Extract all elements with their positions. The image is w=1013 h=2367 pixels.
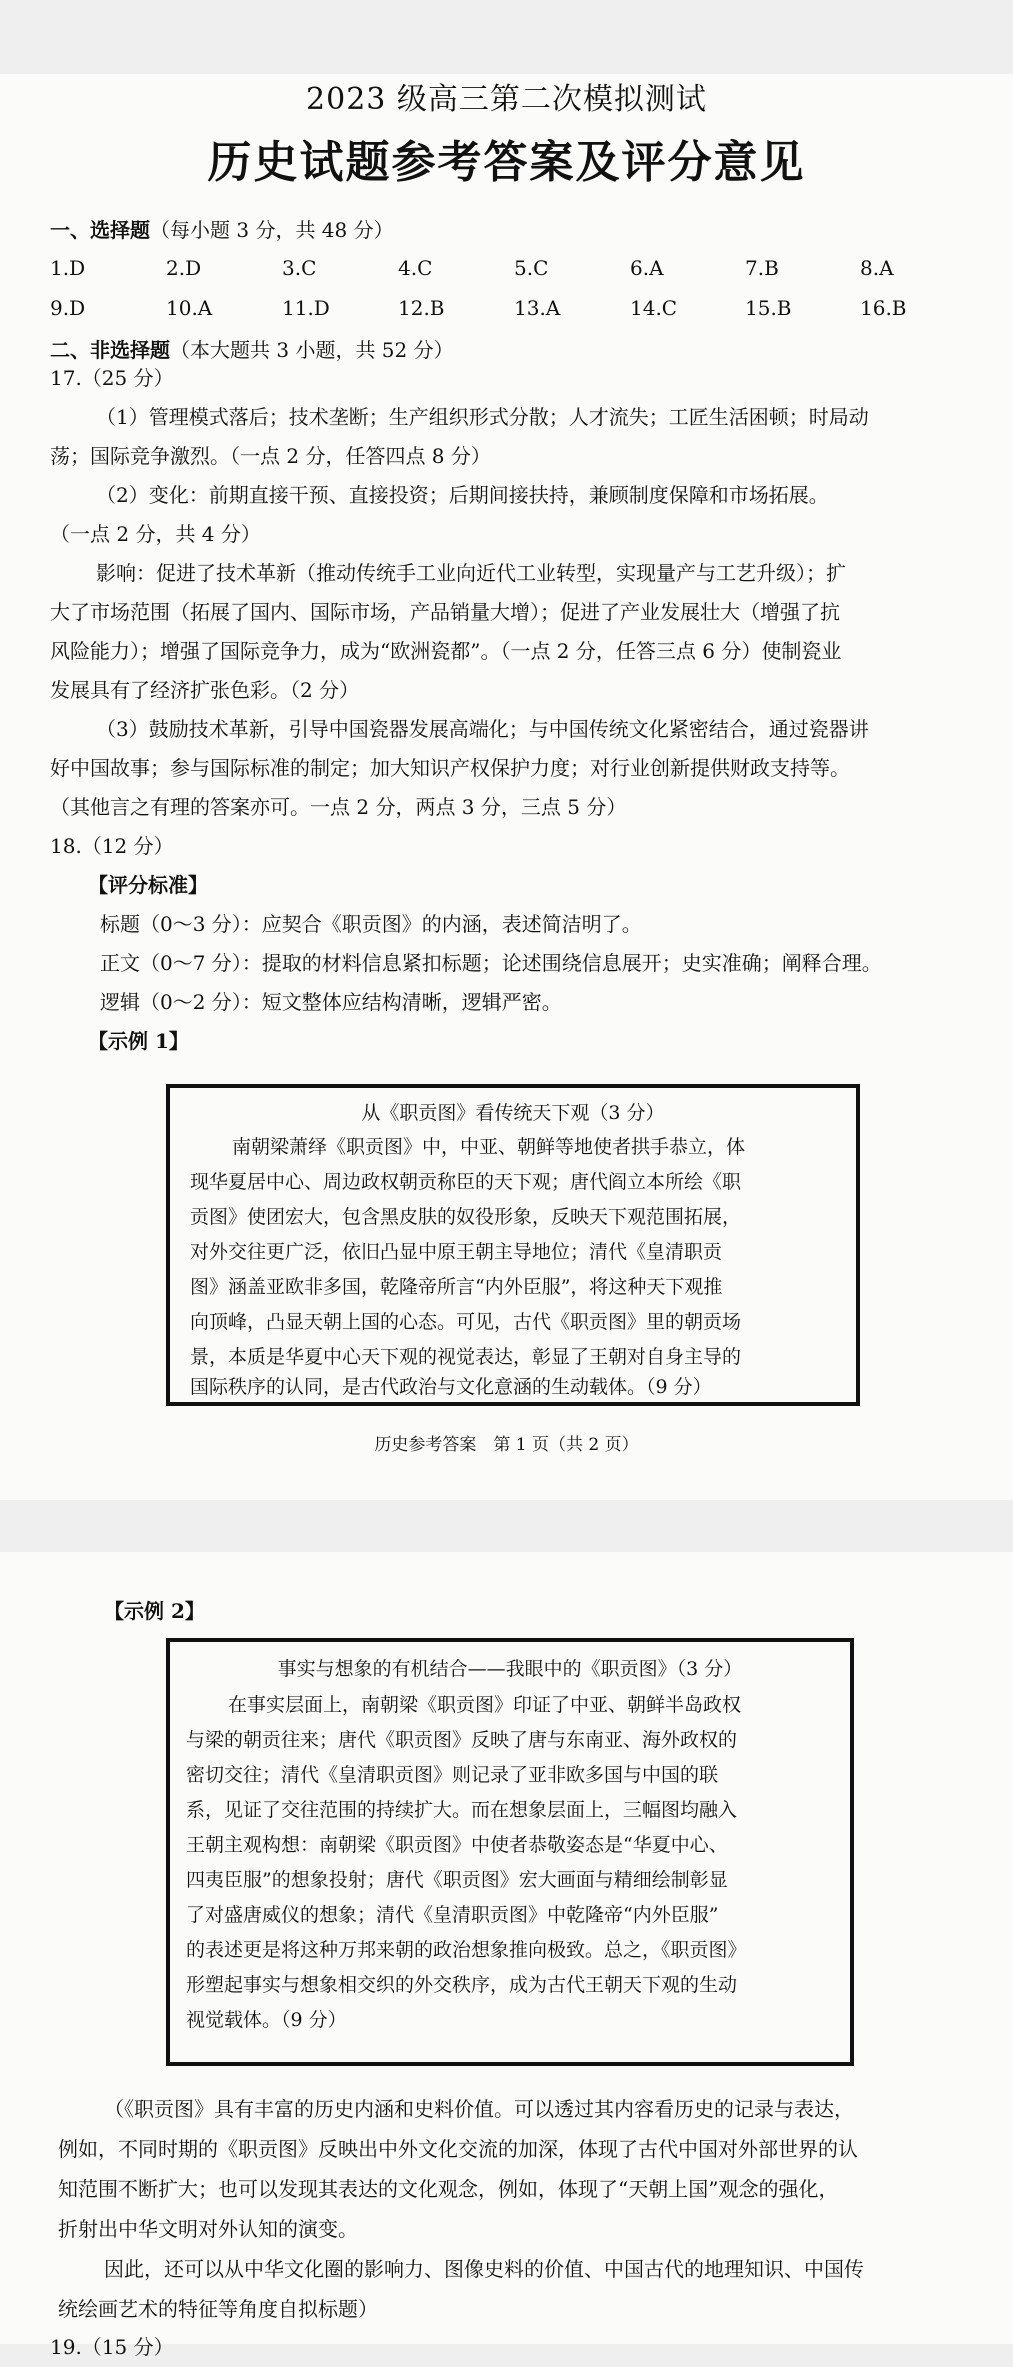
choice-answer: 6.A [630, 256, 664, 280]
example1-title: 【示例 1】 [88, 1029, 189, 1053]
commentary-line: （《职贡图》具有丰富的历史内涵和史料价值。可以透过其内容看历史的记录与表达， [104, 2097, 854, 2121]
q19-head: 19.（15 分） [50, 2335, 174, 2359]
choice-answer: 15.B [745, 296, 792, 320]
choice-answer: 10.A [166, 296, 213, 320]
example2-line: 王朝主观构想：南朝梁《职贡图》中使者恭敬姿态是“华夏中心、 [186, 1834, 728, 1856]
exam-title: 2023 级高三第二次模拟测试 [306, 82, 707, 117]
example2-line: 视觉载体。（9 分） [186, 2009, 347, 2031]
choice-answer: 3.C [282, 256, 317, 280]
choice-answer: 9.D [50, 296, 86, 320]
choice-answer: 16.B [860, 296, 907, 320]
part2-title: 二、非选择题 [50, 338, 170, 362]
answer-sheet-page-1 [0, 74, 1013, 1500]
q17-line: （3）鼓励技术革新，引导中国瓷器发展高端化；与中国传统文化紧密结合，通过瓷器讲 [96, 717, 869, 741]
example2-line: 了对盛唐威仪的想象；清代《皇清职贡图》中乾隆帝“内外臣服” [186, 1904, 719, 1926]
example1-line: 对外交往更广泛，依旧凸显中原王朝主导地位；清代《皇清职贡 [190, 1241, 723, 1263]
page-footer: 历史参考答案 第 1 页（共 2 页） [374, 1435, 639, 1455]
example1-line: 南朝梁萧绎《职贡图》中，中亚、朝鲜等地使者拱手恭立，体 [232, 1136, 746, 1158]
example1-caption: 从《职贡图》看传统天下观（3 分） [361, 1102, 665, 1124]
example2-line: 与梁的朝贡往来；唐代《职贡图》反映了唐与东南亚、海外政权的 [186, 1729, 738, 1751]
choice-answer: 2.D [166, 256, 202, 280]
q17-line: （2）变化：前期直接干预、直接投资；后期间接扶持，兼顾制度保障和市场拓展。 [96, 483, 829, 507]
criteria-item: 正文（0～7 分）：提取的材料信息紧扣标题；论述围绕信息展开；史实准确；阐释合理。 [100, 951, 882, 975]
commentary-line: 例如，不同时期的《职贡图》反映出中外文化交流的加深，体现了古代中国对外部世界的认 [58, 2137, 858, 2161]
example2-line: 系，见证了交往范围的持续扩大。而在想象层面上，三幅图均融入 [186, 1799, 738, 1821]
criteria-item: 逻辑（0～2 分）：短文整体应结构清晰，逻辑严密。 [100, 990, 562, 1014]
choice-answer: 11.D [282, 296, 330, 320]
example2-line: 在事实层面上，南朝梁《职贡图》印证了中亚、朝鲜半岛政权 [228, 1694, 742, 1716]
example1-line: 向顶峰，凸显天朝上国的心态。可见，古代《职贡图》里的朝贡场 [190, 1311, 742, 1333]
q17-line: （一点 2 分，共 4 分） [50, 522, 261, 546]
part2-note: （本大题共 3 小题，共 52 分） [170, 338, 454, 362]
example1-line: 景，本质是华夏中心天下观的视觉表达，彰显了王朝对自身主导的 [190, 1346, 742, 1368]
example2-line: 的表述更是将这种万邦来朝的政治想象推向极致。总之，《职贡图》 [186, 1939, 747, 1961]
part1-heading [50, 214, 394, 243]
example1-line: 现华夏居中心、周边政权朝贡称臣的天下观；唐代阎立本所绘《职 [190, 1171, 742, 1193]
answer-sheet-page-2 [0, 1552, 1013, 2359]
q17-line: 风险能力）；增强了国际竞争力，成为“欧洲瓷都”。（一点 2 分，任答三点 6 分）使制瓷业 [50, 639, 842, 663]
choice-answer: 14.C [630, 296, 678, 320]
q17-line: 好中国故事；参与国际标准的制定；加大知识产权保护力度；对行业创新提供财政支持等。 [50, 756, 850, 780]
choice-answer: 7.B [745, 256, 779, 280]
example2-title: 【示例 2】 [104, 1599, 205, 1623]
commentary-line: 折射出中华文明对外认知的演变。 [58, 2217, 358, 2241]
commentary-line: 知范围不断扩大；也可以发现其表达的文化观念，例如，体现了“天朝上国”观念的强化， [58, 2177, 839, 2201]
part1-title: 一、选择题 [50, 218, 150, 242]
q17-line: （1）管理模式落后；技术垄断；生产组织形式分散；人才流失；工匠生活困顿；时局动 [96, 405, 869, 429]
example1-line: 贡图》使团宏大，包含黑皮肤的奴役形象，反映天下观范围拓展， [190, 1206, 742, 1228]
example2-caption: 事实与想象的有机结合——我眼中的《职贡图》（3 分） [277, 1658, 743, 1680]
example2-line: 形塑起事实与想象相交织的外交秩序，成为古代王朝天下观的生动 [186, 1974, 738, 1996]
criteria-title: 【评分标准】 [88, 873, 208, 897]
q17-line: 荡；国际竞争激烈。（一点 2 分，任答四点 8 分） [50, 444, 491, 468]
commentary-line: 统绘画艺术的特征等角度自拟标题） [58, 2297, 378, 2321]
choice-answer: 5.C [514, 256, 549, 280]
choice-answer: 12.B [398, 296, 445, 320]
criteria-item: 标题（0～3 分）：应契合《职贡图》的内涵，表述简洁明了。 [100, 912, 642, 936]
document-title: 历史试题参考答案及评分意见 [207, 137, 806, 188]
example2-box [166, 1638, 854, 2066]
q17-line: 大了市场范围（拓展了国内、国际市场，产品销量大增）；促进了产业发展壮大（增强了抗 [50, 600, 840, 624]
example2-line: 四夷臣服”的想象投射；唐代《职贡图》宏大画面与精细绘制彰显 [186, 1869, 728, 1891]
q17-head: 17.（25 分） [50, 366, 174, 390]
commentary-line: 因此，还可以从中华文化圈的影响力、图像史料的价值、中国古代的地理知识、中国传 [104, 2257, 864, 2281]
q17-line: （其他言之有理的答案亦可。一点 2 分，两点 3 分，三点 5 分） [50, 795, 627, 819]
example2-line: 密切交往；清代《皇清职贡图》则记录了亚非欧多国与中国的联 [186, 1764, 719, 1786]
choice-answer: 1.D [50, 256, 86, 280]
q18-head: 18.（12 分） [50, 834, 174, 858]
choice-answer: 4.C [398, 256, 433, 280]
q17-line: 发展具有了经济扩张色彩。（2 分） [50, 678, 360, 702]
q17-line: 影响：促进了技术革新（推动传统手工业向近代工业转型，实现量产与工艺升级）；扩 [96, 561, 846, 585]
choice-answer: 8.A [860, 256, 894, 280]
example1-line: 图》涵盖亚欧非多国，乾隆帝所言“内外臣服”，将这种天下观推 [190, 1276, 723, 1298]
part1-note: （每小题 3 分，共 48 分） [150, 218, 394, 242]
choice-answer: 13.A [514, 296, 561, 320]
example1-box [166, 1084, 860, 1406]
example1-line: 国际秩序的认同，是古代政治与文化意涵的生动载体。（9 分） [190, 1376, 712, 1398]
